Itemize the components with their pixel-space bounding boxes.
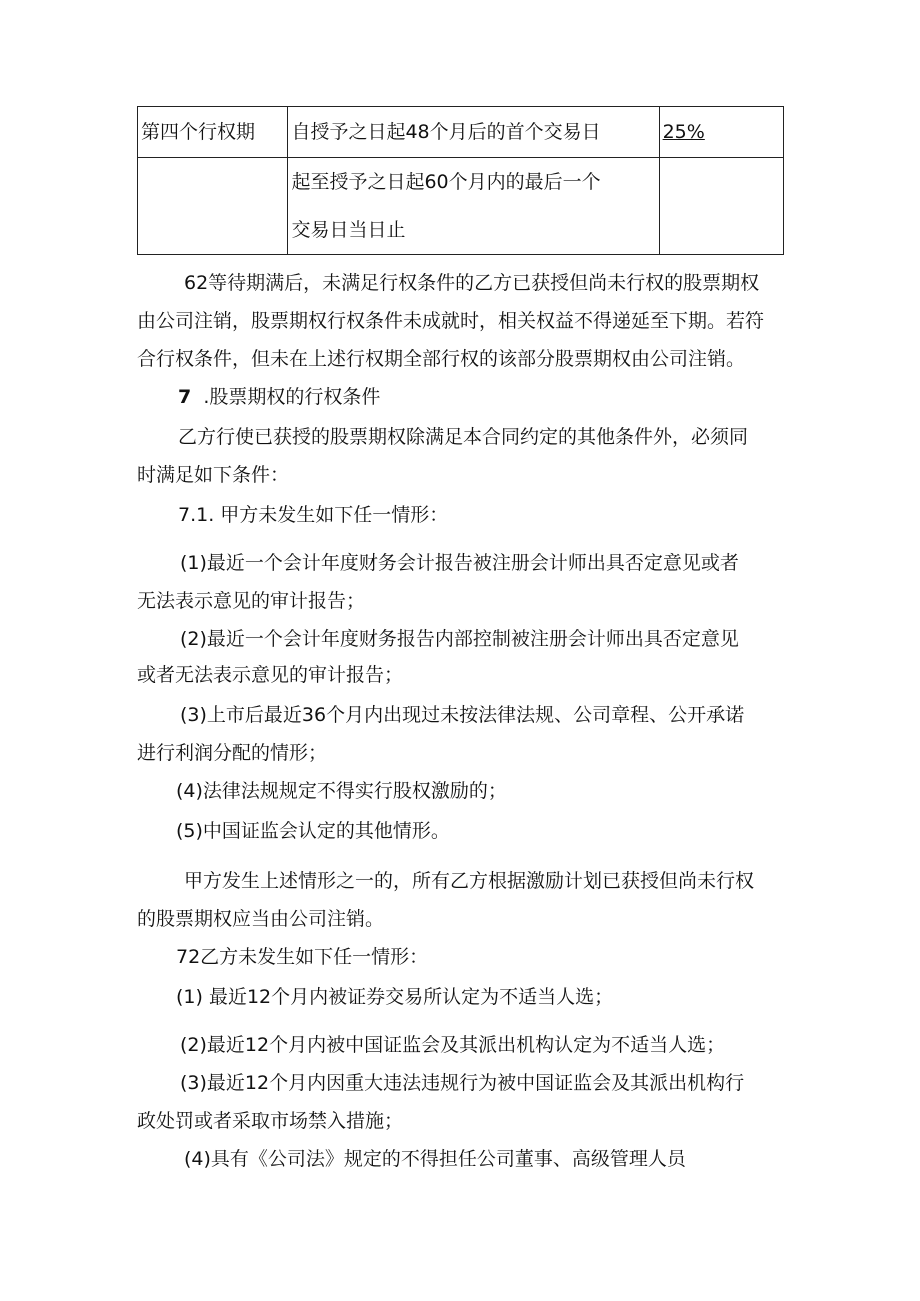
subheading-7-2: 72乙方未发生如下任一情形： (176, 946, 429, 968)
list-item-4: (4)法律法规规定不得实行股权激励的； (176, 780, 507, 802)
list-7-2-item-1: (1) 最近12个月内被证券交易所认定为不适当人选； (176, 986, 614, 1008)
time-cell (288, 158, 659, 255)
exercise-period-table (137, 106, 784, 255)
list-7-2-item-3-line2: 政处罚或者采取市场禁入措施； (137, 1110, 404, 1132)
para-62-line1: 62等待期满后，未满足行权条件的乙方已获授但尚未行权的股票期权 (184, 272, 760, 294)
list-7-2-item-3-line1: (3)最近12个月内因重大违法违规行为被中国证监会及其派出机构行 (180, 1072, 745, 1094)
time-cell: 自授予之日起48个月后的首个交易日 (288, 107, 659, 158)
ratio-value: 25% (662, 121, 705, 143)
time-line-1: 起至授予之日起60个月内的最后一个 (291, 171, 601, 193)
list-7-2-item-4: (4)具有《公司法》规定的不得担任公司董事、高级管理人员 (184, 1148, 686, 1170)
para-after-7-1-line2: 的股票期权应当由公司注销。 (137, 908, 385, 930)
para-7-intro-line2: 时满足如下条件： (137, 464, 290, 486)
list-item-3-line1: (3)上市后最近36个月内出现过未按法律法规、公司章程、公开承诺 (180, 704, 745, 726)
ratio-cell (659, 158, 783, 255)
period-cell: 第四个行权期 (138, 107, 288, 158)
time-line-2: 交易日当日止 (291, 219, 406, 241)
section-heading-7 (178, 382, 838, 409)
para-7-intro-line1: 乙方行使已获授的股票期权除满足本合同约定的其他条件外，必须同 (178, 426, 749, 448)
list-item-1-line1: (1)最近一个会计年度财务会计报告被注册会计师出具否定意见或者 (180, 552, 739, 574)
heading-title: .股票期权的行权条件 (203, 386, 381, 408)
list-7-2-item-2: (2)最近12个月内被中国证监会及其派出机构认定为不适当人选； (180, 1034, 726, 1056)
list-item-3-line2: 进行利润分配的情形； (137, 742, 328, 764)
heading-number: 7 (178, 386, 192, 408)
table-row (138, 107, 784, 158)
ratio-cell (659, 107, 783, 158)
subheading-7-1: 7.1. 甲方未发生如下任一情形： (178, 504, 449, 526)
list-item-5: (5)中国证监会认定的其他情形。 (176, 820, 450, 842)
list-item-2-line2: 或者无法表示意见的审计报告； (137, 664, 404, 686)
para-62-line2: 由公司注销，股票期权行权条件未成就时，相关权益不得递延至下期。若符 (137, 310, 765, 332)
list-item-1-line2: 无法表示意见的审计报告； (137, 590, 366, 612)
para-after-7-1-line1: 甲方发生上述情形之一的，所有乙方根据激励计划已获授但尚未行权 (184, 870, 755, 892)
period-cell (138, 158, 288, 255)
para-62-line3: 合行权条件，但未在上述行权期全部行权的该部分股票期权由公司注销。 (137, 348, 746, 370)
table-row (138, 158, 784, 255)
list-item-2-line1: (2)最近一个会计年度财务报告内部控制被注册会计师出具否定意见 (180, 628, 739, 650)
